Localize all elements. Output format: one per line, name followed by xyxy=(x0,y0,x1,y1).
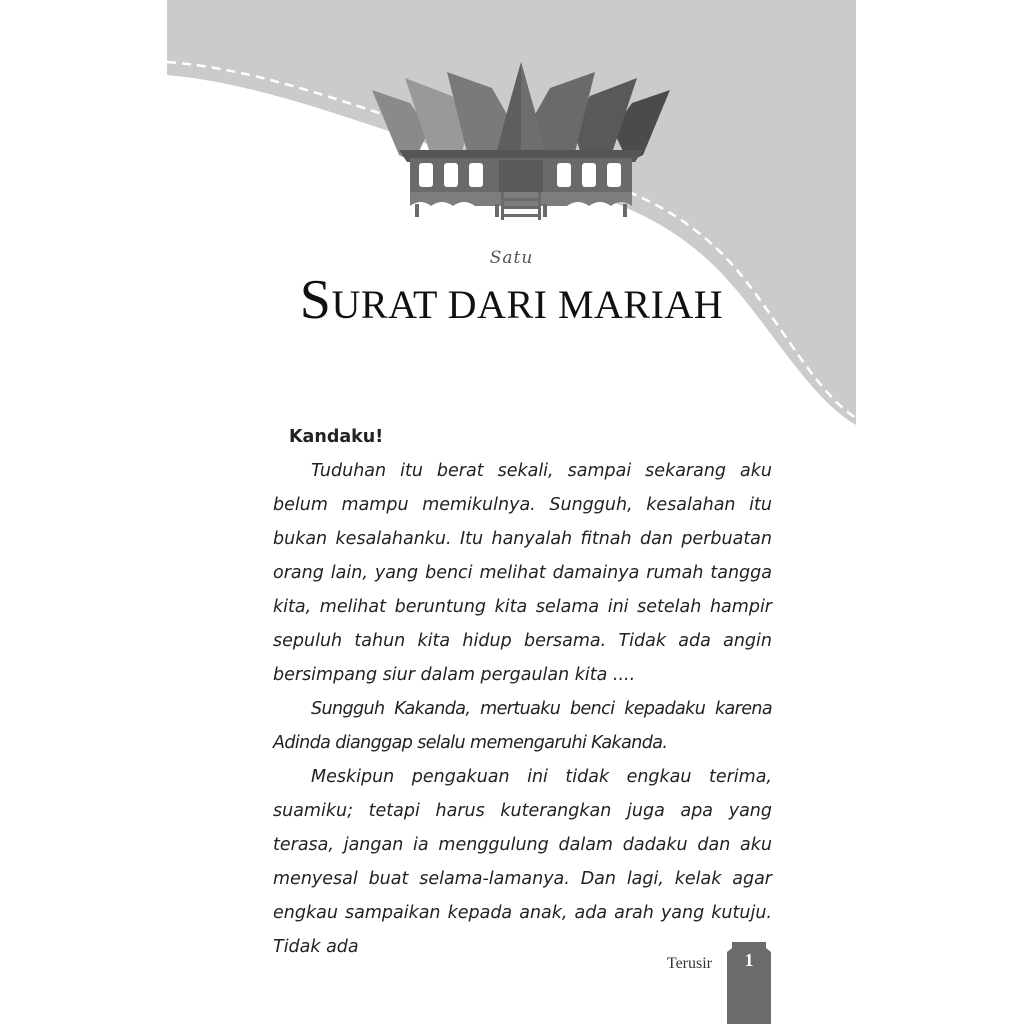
chapter-title xyxy=(167,268,856,332)
page-number: 1 xyxy=(744,950,754,970)
letter-salutation: Kandaku! xyxy=(289,427,384,447)
header-wave-background xyxy=(167,0,856,425)
chapter-title-initial: S xyxy=(299,269,332,331)
letter-body xyxy=(273,420,772,964)
chapter-title-rest: URAT DARI MARIAH xyxy=(331,282,724,327)
letter-paragraph: Meskipun pengakuan ini tidak engkau terima, suamiku; tetapi harus kuterangkan juga apa yang terasa, jangan ia menggulung dalam dadaku dan aku menyesal buat selama-lamanya. Dan lagi, kelak agar engkau sampaikan kepada anak, ada arah yang kutuju. Tidak ada xyxy=(273,767,772,957)
letter-paragraph: Sungguh Kakanda, mertuaku benci kepadaku karena Adinda dianggap selalu memengaruhi Kakanda. xyxy=(273,699,772,753)
letter-paragraph: Tuduhan itu berat sekali, sampai sekarang aku belum mampu memikulnya. Sungguh, kesalahan itu bukan kesalahanku. Itu hanyalah fitnah dan perbuatan orang lain, yang benci melihat damainya rumah tangga kita, melihat beruntung kita selama ini setelah hampir sepuluh tahun kita hidup bersama. Tidak ada angin bersimpang siur dalam pergaulan kita .... xyxy=(273,461,772,685)
rumah-gadang-icon xyxy=(372,62,670,220)
running-footer-book-title: Terusir xyxy=(666,955,712,972)
chapter-label: Satu xyxy=(489,248,534,268)
book-page xyxy=(167,0,856,1024)
